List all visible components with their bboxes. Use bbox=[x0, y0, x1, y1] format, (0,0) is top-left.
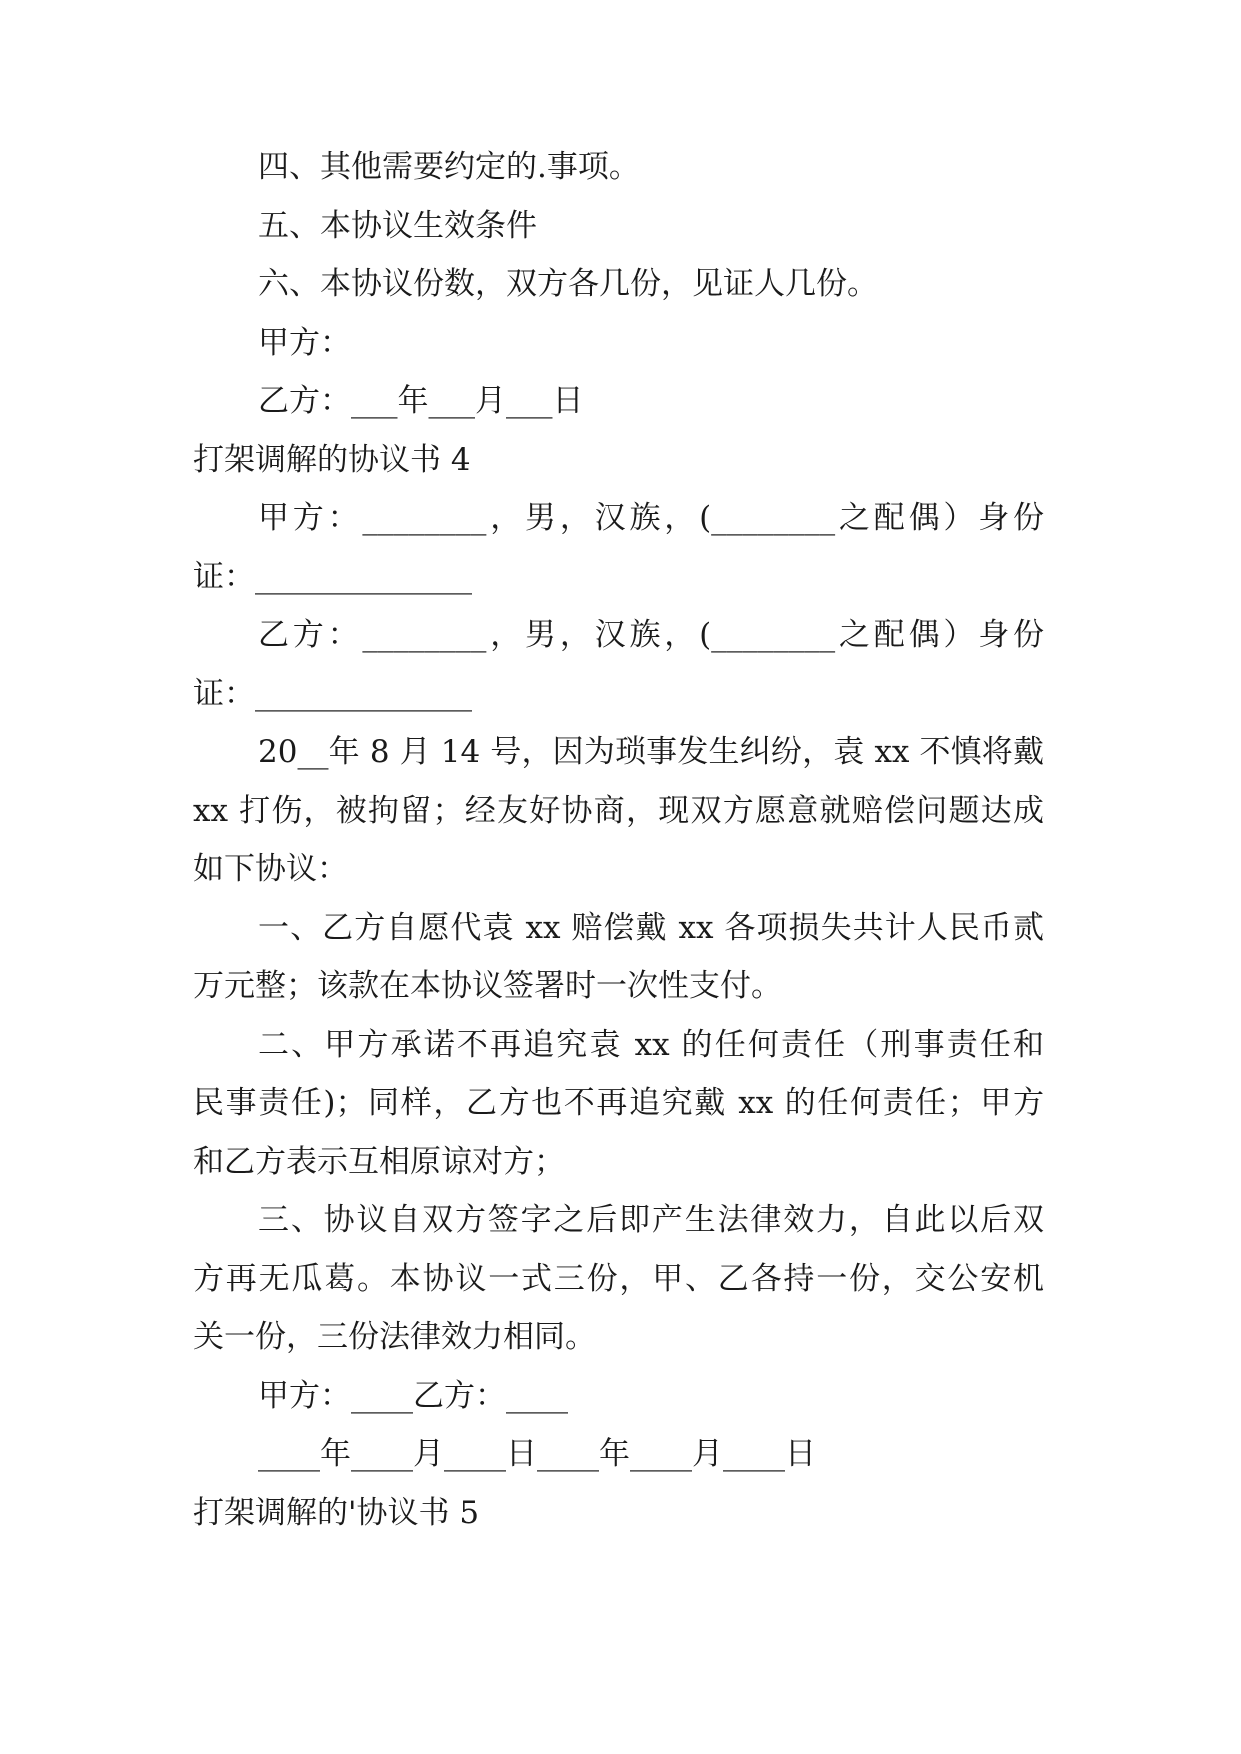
incident-paragraph-line-2: xx 打伤，被拘留；经友好协商，现双方愿意就赔偿问题达成 bbox=[193, 793, 1044, 829]
article-three-line-2: 方再无瓜葛。本协议一式三份，甲、乙各持一份，交公安机 bbox=[193, 1261, 1044, 1297]
article-three-line-1: 三、协议自双方签字之后即产生法律效力，自此以后双 bbox=[258, 1202, 1044, 1238]
party-b-signature-date: 乙方：___年___月___日 bbox=[258, 383, 584, 419]
section-title-4: 打架调解的协议书 4 bbox=[193, 442, 471, 478]
section-title-5: 打架调解的'协议书 5 bbox=[193, 1495, 480, 1531]
incident-paragraph-line-3: 如下协议： bbox=[193, 851, 348, 887]
incident-paragraph-line-1: 20__年 8 月 14 号，因为琐事发生纠纷，袁 xx 不慎将戴 bbox=[258, 734, 1044, 770]
article-one-line-2: 万元整；该款在本协议签署时一次性支付。 bbox=[193, 968, 782, 1004]
article-three-line-3: 关一份，三份法律效力相同。 bbox=[193, 1319, 596, 1355]
article-two-line-2: 民事责任)；同样，乙方也不再追究戴 xx 的任何责任；甲方 bbox=[193, 1085, 1044, 1121]
article-two-line-1: 二、甲方承诺不再追究袁 xx 的任何责任（刑事责任和 bbox=[258, 1027, 1044, 1063]
party-a-info: 甲方：________，男，汉族，(________之配偶）身份 bbox=[258, 500, 1044, 536]
signature-line: 甲方：____乙方：____ bbox=[258, 1378, 568, 1414]
date-line: ____年____月____日____年____月____日 bbox=[258, 1436, 816, 1472]
party-a-signature: 甲方： bbox=[258, 325, 351, 361]
party-b-info: 乙方：________，男，汉族，(________之配偶）身份 bbox=[258, 617, 1044, 653]
article-two-line-3: 和乙方表示互相原谅对方； bbox=[193, 1144, 565, 1180]
clause-six: 六、本协议份数，双方各几份，见证人几份。 bbox=[258, 266, 878, 302]
article-one-line-1: 一、乙方自愿代袁 xx 赔偿戴 xx 各项损失共计人民币贰 bbox=[258, 910, 1044, 946]
party-b-id: 证：______________ bbox=[193, 676, 472, 712]
party-a-id: 证：______________ bbox=[193, 559, 472, 595]
clause-five: 五、本协议生效条件 bbox=[258, 208, 537, 244]
clause-four: 四、其他需要约定的.事项。 bbox=[258, 149, 640, 185]
